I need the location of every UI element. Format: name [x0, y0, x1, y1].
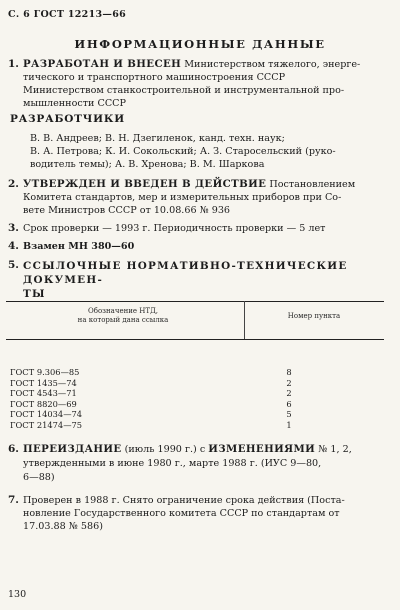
table-point-column — [284, 367, 294, 431]
table-cell-point: 6 — [286, 398, 292, 409]
page-number: 130 — [8, 589, 27, 600]
item-number: 5. — [8, 259, 19, 271]
item-1: 1. РАЗРАБОТАН И ВНЕСЕН Министерством тяжелого, энерге- тического и транспортного машиностроения СССР Министерством станкостроительной и инструментальной про- мышленности СССР — [8, 58, 361, 109]
item-lead: УТВЕРЖДЕН И ВВЕДЕН В ДЕЙСТВИЕ — [23, 178, 267, 190]
table-cell-point: 5 — [286, 409, 292, 420]
page-header: С. 6 ГОСТ 12213—66 — [8, 9, 127, 20]
item-lead: ПЕРЕИЗДАНИЕ — [23, 443, 122, 455]
table-cell-doc: ГОСТ 21474—75 — [10, 419, 83, 430]
item-number: 3. — [8, 222, 19, 234]
table-top-rule — [6, 301, 384, 302]
developers-heading: РАЗРАБОТЧИКИ — [10, 113, 125, 125]
table-column-divider — [244, 301, 245, 339]
table-cell-doc: ГОСТ 4543—71 — [10, 388, 77, 399]
table-cell-point: 2 — [286, 388, 292, 399]
section-title: ИНФОРМАЦИОННЫЕ ДАННЫЕ — [74, 37, 326, 51]
developers-list — [30, 132, 380, 171]
table-header-point: Номер пункта — [287, 312, 341, 320]
item-6: 6. ПЕРЕИЗДАНИЕ (июль 1990 г.) с ИЗМЕНЕНИЯМИ № 1, 2, утвержденными в июне 1980 г., марте 1988 г. (ИУС 9—80, 6—88) — [8, 443, 352, 483]
item-number: 7. — [8, 494, 19, 506]
table-cell-point: 2 — [286, 377, 292, 388]
item-2: 2. УТВЕРЖДЕН И ВВЕДЕН В ДЕЙСТВИЕ Постановлением Комитета стандартов, мер и измерительных приборов при Со- вете Министров СССР от 10.08.66 № 936 — [8, 178, 356, 216]
item-4: 4. Взамен МН 380—60 — [8, 240, 135, 252]
table-cell-doc: ГОСТ 1435—74 — [10, 377, 77, 388]
table-header-rule — [6, 339, 384, 340]
item-number: 6. — [8, 443, 19, 455]
table-cell-point: 1 — [286, 419, 292, 430]
item-3: 3. Срок проверки — 1993 г. Периодичность проверки — 5 лет — [8, 222, 326, 234]
table-cell-point: 8 — [286, 367, 292, 377]
developer-line: В. А. Петрова; К. И. Сокольский; А. З. Старосельский (руко- — [30, 146, 336, 157]
table-cell-doc: ГОСТ 9.306—85 — [10, 367, 80, 377]
item-5: 5. ССЫЛОЧНЫЕ НОРМАТИВНО-ТЕХНИЧЕСКИЕ ДОКУМЕН- ТЫ — [8, 259, 348, 300]
item-number: 4. — [8, 240, 19, 252]
item-7: 7. Проверен в 1988 г. Снято ограничение срока действия (Поста- новление Государственного комитета СССР по стандартам от 17.03.88 № 586) — [8, 494, 345, 532]
item-lead: РАЗРАБОТАН И ВНЕСЕН — [23, 58, 182, 70]
table-cell-doc: ГОСТ 14034—74 — [10, 409, 83, 420]
table-header-doc: Обозначение НТД, на который дана ссылка — [77, 307, 169, 324]
developer-line: водитель темы); А. В. Хренова; В. М. Шаркова — [30, 159, 265, 170]
item-number: 2. — [8, 178, 19, 190]
table-cell-doc: ГОСТ 8820—69 — [10, 398, 77, 409]
item-number: 1. — [8, 58, 19, 70]
table-doc-column — [10, 367, 160, 431]
developer-line: В. В. Андреев; В. Н. Дзегиленок, канд. техн. наук; — [30, 133, 285, 144]
